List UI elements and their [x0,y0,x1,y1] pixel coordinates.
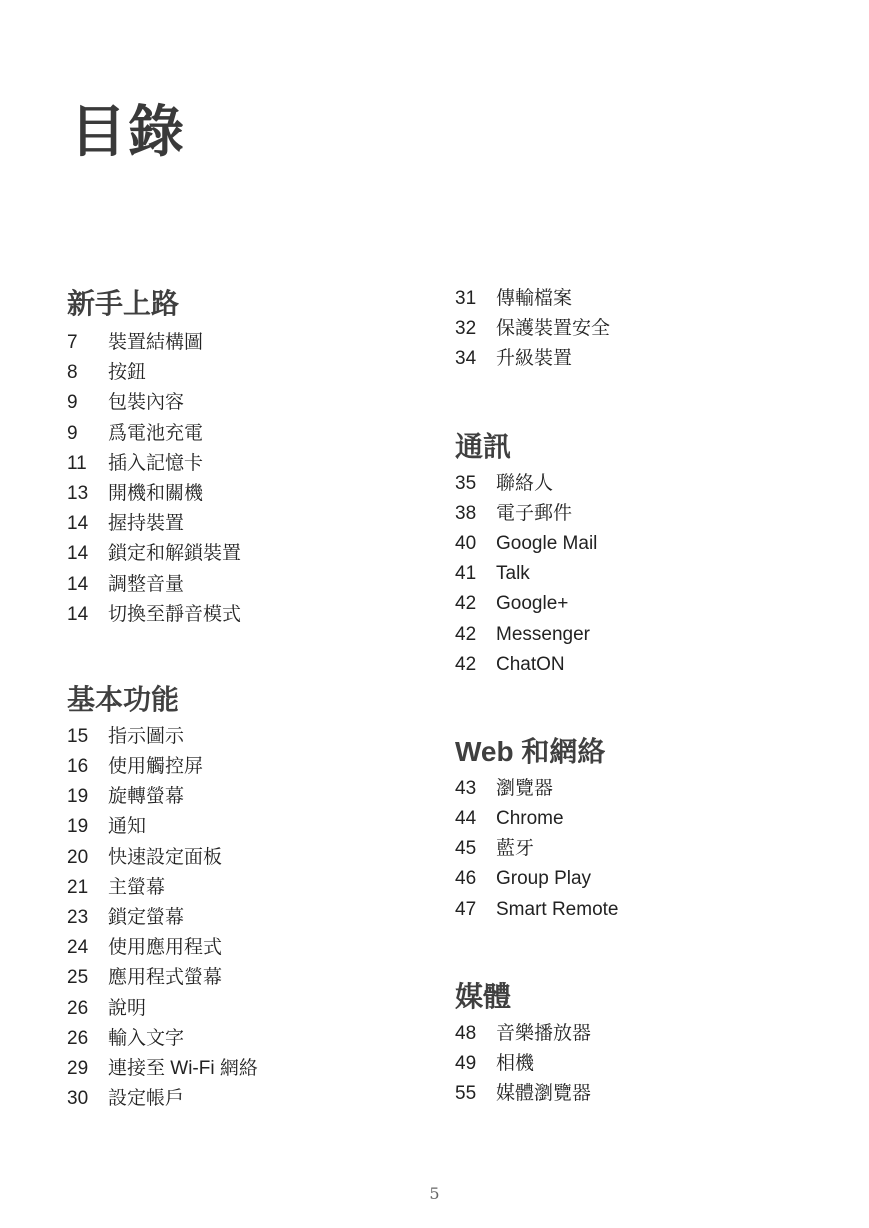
toc-entry-title: 輸入文字 [108,1027,185,1049]
toc-section-web-network [455,732,815,925]
toc-page-number: 44 [455,808,477,830]
toc-entry[interactable] [67,479,427,509]
toc-page-number: 42 [455,593,477,615]
toc-entry-title: 切換至靜音模式 [108,603,242,625]
toc-page-number: 55 [455,1083,477,1105]
toc-entry-title: 爲電池充電 [108,422,204,444]
toc-entry-title: 指示圖示 [108,725,185,747]
toc-page-number: 26 [67,997,89,1019]
section-heading-media: 媒體 [455,980,512,1012]
toc-entry[interactable] [67,600,427,630]
toc-entry[interactable] [455,1049,815,1079]
toc-entry[interactable] [67,328,427,358]
toc-entry[interactable] [67,1024,427,1054]
toc-entry[interactable] [67,1054,427,1084]
toc-entry[interactable] [455,864,815,894]
toc-entry[interactable] [67,1084,427,1114]
toc-entry[interactable] [67,903,427,933]
toc-entry[interactable] [67,963,427,993]
toc-entry-title: 媒體瀏覽器 [496,1083,592,1105]
toc-page-number: 45 [455,838,477,860]
toc-page-number: 19 [67,816,89,838]
toc-entry-title: 相機 [496,1053,535,1074]
toc-entry[interactable] [455,650,815,680]
toc-entry[interactable] [455,499,815,529]
toc-page-number: 48 [455,1022,477,1044]
toc-entry-title: Google Mail [496,532,598,554]
toc-entry[interactable] [67,509,427,539]
toc-entry-title: 鎖定和解鎖裝置 [108,543,242,565]
toc-entry[interactable] [67,570,427,600]
toc-entry-title: 鎖定螢幕 [108,907,185,928]
toc-entry-title: 快速設定面板 [108,846,223,868]
toc-entry[interactable] [67,873,427,903]
toc-page-number: 42 [455,623,477,645]
toc-page-number: 31 [455,288,477,309]
toc-entry-title: 設定帳戶 [108,1088,185,1110]
toc-entry-title: 使用應用程式 [108,937,223,959]
toc-entry[interactable] [455,559,815,589]
toc-entry-title: 應用程式螢幕 [108,967,223,989]
toc-entry[interactable] [455,1019,815,1049]
toc-page-number: 9 [67,422,78,444]
toc-page-number: 29 [67,1057,89,1079]
toc-entry[interactable] [67,358,427,388]
toc-section-communication [455,427,815,680]
toc-page-number: 26 [67,1027,89,1049]
toc-entry[interactable] [67,752,427,782]
toc-entry-title: 調整音量 [108,573,185,595]
toc-section-media [455,977,815,1110]
toc-entry[interactable] [67,722,427,752]
toc-entry-title: 通知 [108,816,147,838]
toc-page-number: 21 [67,876,89,898]
toc-page-number: 49 [455,1053,477,1074]
toc-section-getting-started [67,284,427,630]
toc-entry[interactable] [455,804,815,834]
toc-page-number: 35 [455,472,477,494]
toc-entry-title: 聯絡人 [496,472,554,494]
toc-section-basic-functions [67,680,427,1114]
toc-section-continued [455,284,815,375]
toc-entry-title: 主螢幕 [108,876,166,898]
toc-entry-title: 傳輸檔案 [496,288,573,309]
toc-entries [455,284,815,375]
toc-page-number: 25 [67,967,89,989]
toc-page-number: 14 [67,513,89,535]
toc-page-number: 9 [67,392,78,414]
toc-entry-title: 裝置結構圖 [108,332,204,353]
toc-page-number: 20 [67,846,89,868]
toc-entries [455,774,815,925]
toc-entry-title: 包裝內容 [108,392,185,414]
toc-entry-title: 開機和關機 [108,482,204,504]
toc-entry[interactable] [455,895,815,925]
toc-entry[interactable] [455,344,815,374]
toc-page-number: 16 [67,756,89,778]
toc-entry[interactable] [67,539,427,569]
toc-entry-title: Group Play [496,868,592,890]
section-heading-communication: 通訊 [455,430,512,462]
toc-page-number: 8 [67,362,78,384]
toc-entry[interactable] [455,1079,815,1109]
toc-page-number: 11 [67,452,87,474]
toc-page-number: 24 [67,937,89,959]
toc-page-number: 30 [67,1088,89,1110]
toc-entry-title: Google+ [496,593,569,615]
toc-entry[interactable] [455,620,815,650]
toc-entry-title: 插入記憶卡 [108,452,204,474]
toc-page-number: 43 [455,777,477,799]
toc-entry[interactable] [67,388,427,418]
toc-entry-title: 按鈕 [108,362,147,384]
toc-entry[interactable] [455,469,815,499]
toc-entry-title: 旋轉螢幕 [108,786,185,808]
toc-entry[interactable] [67,449,427,479]
toc-entry[interactable] [67,812,427,842]
toc-page-number: 32 [455,318,477,340]
toc-entry-title: Chrome [496,808,564,830]
section-heading-getting-started: 新手上路 [67,288,180,319]
toc-entry-title: 說明 [108,997,147,1019]
toc-page-number: 46 [455,868,477,890]
toc-entry[interactable] [67,419,427,449]
toc-page-number: 40 [455,532,477,554]
toc-entry-title: 使用觸控屏 [108,756,204,778]
toc-entry[interactable] [455,529,815,559]
toc-entries [455,469,815,680]
toc-entry-title: 音樂播放器 [496,1022,592,1044]
toc-entry[interactable] [67,994,427,1024]
toc-page-number: 14 [67,573,89,595]
toc-entry-title: ChatON [496,653,565,675]
toc-entry[interactable] [455,589,815,619]
toc-page-number: 42 [455,653,477,675]
toc-left-column [67,284,427,1114]
toc-page-number: 41 [455,563,477,585]
toc-entry[interactable] [67,843,427,873]
toc-page-number: 38 [455,502,477,524]
toc-page-number: 34 [455,348,477,370]
toc-entry-title: 保護裝置安全 [496,318,611,340]
toc-entries [67,722,427,1114]
toc-entry-title: 握持裝置 [108,513,185,535]
toc-entry[interactable] [455,314,815,344]
toc-entry-title: 升級裝置 [496,348,573,370]
toc-entry-title: 電子郵件 [496,502,573,524]
toc-page-number: 14 [67,543,89,565]
toc-entry-title: Talk [496,563,530,585]
toc-entry-title: 瀏覽器 [496,777,554,799]
toc-entry[interactable] [455,284,815,314]
section-heading-basic-functions: 基本功能 [67,683,180,715]
toc-entry[interactable] [455,774,815,804]
toc-entries [67,328,427,630]
toc-entry-title: 藍牙 [496,838,535,860]
toc-right-column [455,284,815,1109]
toc-entry-title: Smart Remote [496,898,619,920]
toc-entries [455,1019,815,1110]
toc-entry[interactable] [67,933,427,963]
toc-page-number: 14 [67,603,89,625]
page-title: 目錄 [70,100,186,163]
toc-page-number: 19 [67,786,89,808]
toc-page-number: 47 [455,898,477,920]
toc-page-number: 15 [67,725,89,747]
section-heading-web-network: Web 和網絡 [455,735,606,767]
toc-entry-title: Messenger [496,623,590,645]
toc-entry[interactable] [455,834,815,864]
toc-page-number: 13 [67,482,89,504]
page-number: 5 [429,1184,440,1203]
toc-entry-title: 連接至 Wi-Fi 網絡 [108,1057,258,1079]
toc-page-number: 7 [67,332,78,353]
toc-entry[interactable] [67,782,427,812]
toc-page-number: 23 [67,907,89,928]
